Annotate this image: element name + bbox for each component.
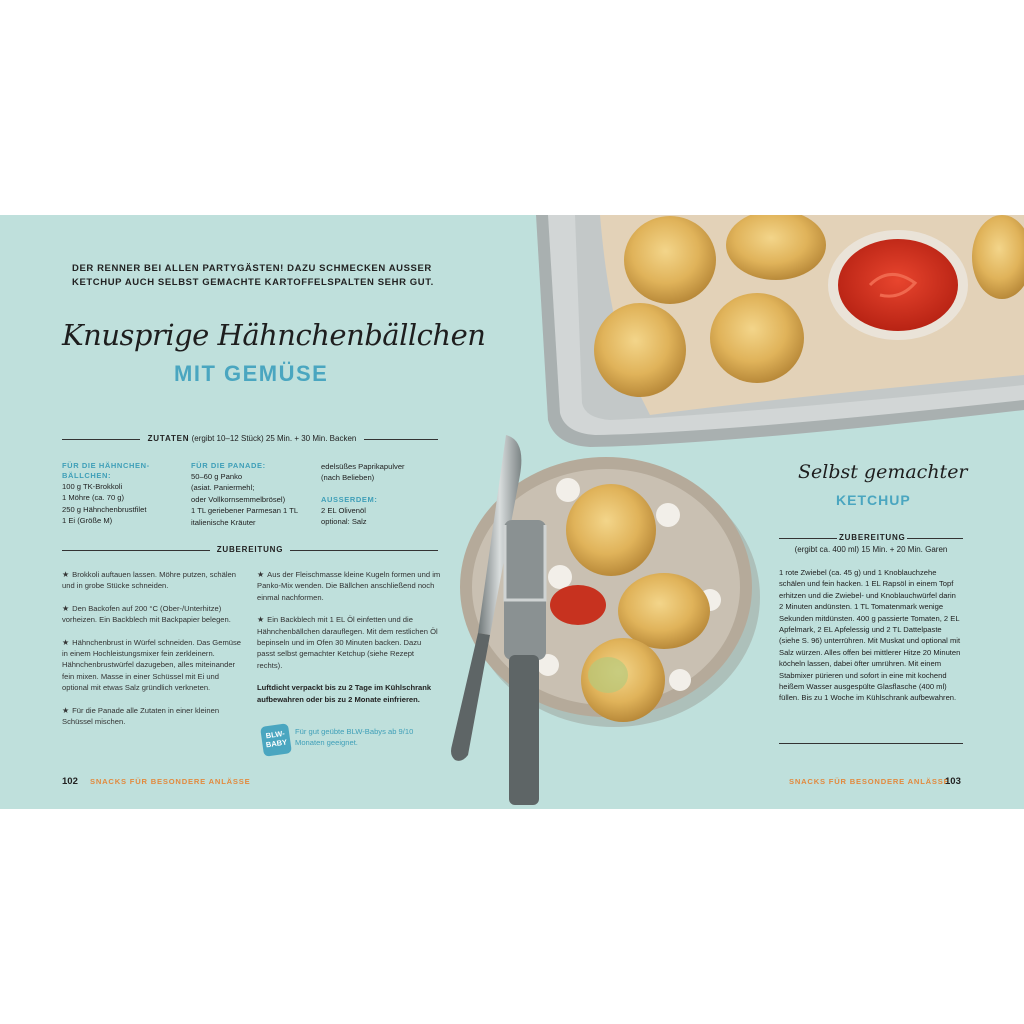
rule-left (779, 538, 837, 539)
footer-label-left: SNACKS FÜR BESONDERE ANLÄSSE (90, 777, 251, 786)
ingredient-list: 50–60 g Panko (asiat. Paniermehl; oder Vollkornsemmelbrösel) 1 TL geriebener Parmesan 1 TL italienische Kräuter (191, 472, 299, 527)
ingredient-list: edelsüßes Paprikapulver (nach Belieben) (321, 462, 405, 483)
prep-header: ZUBEREITUNG (216, 545, 284, 554)
ketchup-instructions: 1 rote Zwiebel (ca. 45 g) und 1 Knoblauchzehe schälen und fein hacken. 1 EL Rapsöl in einem Topf erhitzen und die Zwiebel- und Knoblauchwürfel darin 2 Minuten andünsten. 1 TL Tomatenmark wenige Sekunden mitdünsten. 400 g passierte Tomaten, 2 EL Apfelmark, 2 EL Apfelessig und 2 TL Dattelpaste (siehe S. 96) unterrühren. Mit Muskat und optional mit Salz würzen. Alles offen bei mittlerer Hitze 20 Minuten köcheln lassen, dabei öfter umrühren. Mit einem Stabmixer pürieren und sofort in eine mit kochend heißem Wasser ausgespülte Glasflasche (400 ml) füllen. Bis zu 1 Woche im Kühlschrank aufbewahren. (779, 568, 961, 703)
star-icon: ★ (257, 615, 265, 625)
ingredients-column-3 (321, 461, 431, 528)
step: ★ Für die Panade alle Zutaten in einer kleinen Schüssel mischen. (62, 705, 220, 727)
rule-right (364, 439, 438, 440)
column-heading: FÜR DIE HÄHNCHEN- BÄLLCHEN: (62, 461, 150, 480)
ingredients-detail: (ergibt 10–12 Stück) 25 Min. + 30 Min. Backen (191, 434, 357, 443)
rule-left (62, 550, 210, 551)
column-heading: AUSSERDEM: (321, 494, 378, 504)
star-icon: ★ (62, 570, 70, 579)
storage-note: Luftdicht verpackt bis zu 2 Tage im Kühlschrank aufbewahren oder bis zu 2 Monate einfrieren. (257, 683, 432, 704)
column-heading: FÜR DIE PANADE: (191, 461, 266, 470)
ingredients-column-2 (191, 461, 316, 528)
rule-right (907, 538, 963, 539)
steps-column-left (62, 569, 242, 738)
step: ★ Brokkoli auftauen lassen. Möhre putzen, schälen und in grobe Stücke schneiden. (62, 570, 236, 591)
steps-column-right (257, 569, 441, 716)
page-number-left: 102 (62, 776, 78, 787)
ketchup-bottom-rule (779, 743, 963, 744)
blw-note: Für gut geübte BLW-Babys ab 9/10 Monaten geeignet. (295, 727, 414, 747)
star-icon: ★ (62, 603, 70, 613)
ingredient-list: 2 EL Olivenöl optional: Salz (321, 505, 367, 527)
star-icon: ★ (257, 570, 265, 579)
step: ★ Hähnchenbrust in Würfel schneiden. Das Gemüse in einem Hochleistungsmixer fein zerkleinern. Hähnchenbrustwürfel dazugeben, alles miteinander fein mixen. Masse in einer Schüssel mit Ei und optional mit etwas Salz gründlich verkneten. (62, 637, 242, 693)
ketchup-subtitle: KETCHUP (836, 492, 911, 508)
rule-left (62, 439, 140, 440)
ketchup-bowl (828, 230, 968, 340)
ingredients-label: ZUTATEN (147, 434, 190, 443)
rule-right (290, 550, 438, 551)
book-spread (0, 215, 1024, 809)
ketchup-prep-detail: (ergibt ca. 400 ml) 15 Min. + 20 Min. Garen (794, 545, 948, 554)
ketchup-title: Selbst gemachter (798, 461, 968, 483)
recipe-title: Knusprige Hähnchenbällchen (62, 318, 486, 352)
ingredients-column-1 (62, 461, 182, 527)
page-number-right: 103 (945, 776, 961, 787)
ingredient-list: 100 g TK-Brokkoli 1 Möhre (ca. 70 g) 250 g Hähnchenbrustfilet 1 Ei (Größe M) (62, 482, 147, 526)
intro-text: DER RENNER BEI ALLEN PARTYGÄSTEN! DAZU SCHMECKEN AUSSER KETCHUP AUCH SELBST GEMACHTE KARTOFFELSPALTEN SEHR GUT. (72, 263, 434, 288)
step: ★ Aus der Fleischmasse kleine Kugeln formen und im Panko-Mix wenden. Die Bällchen anschließend noch einmal nachformen. (257, 570, 441, 602)
step: ★ Den Backofen auf 200 °C (Ober-/Unterhitze) vorheizen. Ein Backblech mit Backpapier belegen. (62, 603, 231, 625)
star-icon: ★ (62, 705, 70, 715)
ketchup-prep-header: ZUBEREITUNG (839, 533, 906, 542)
blw-baby-badge: BLW-BABY (260, 723, 292, 757)
step: ★ Ein Backblech mit 1 EL Öl einfetten und die Hähnchenbällchen darauflegen. Mit dem restlichen Öl bepinseln und im Ofen 30 Minuten backen. Dazu passt selbst gemachter Ketchup (siehe Rezept rechts). (257, 615, 438, 670)
ingredients-header (142, 434, 362, 443)
recipe-subtitle: MIT GEMÜSE (174, 361, 329, 386)
star-icon: ★ (62, 637, 70, 647)
footer-label-right: SNACKS FÜR BESONDERE ANLÄSSE (789, 777, 950, 786)
